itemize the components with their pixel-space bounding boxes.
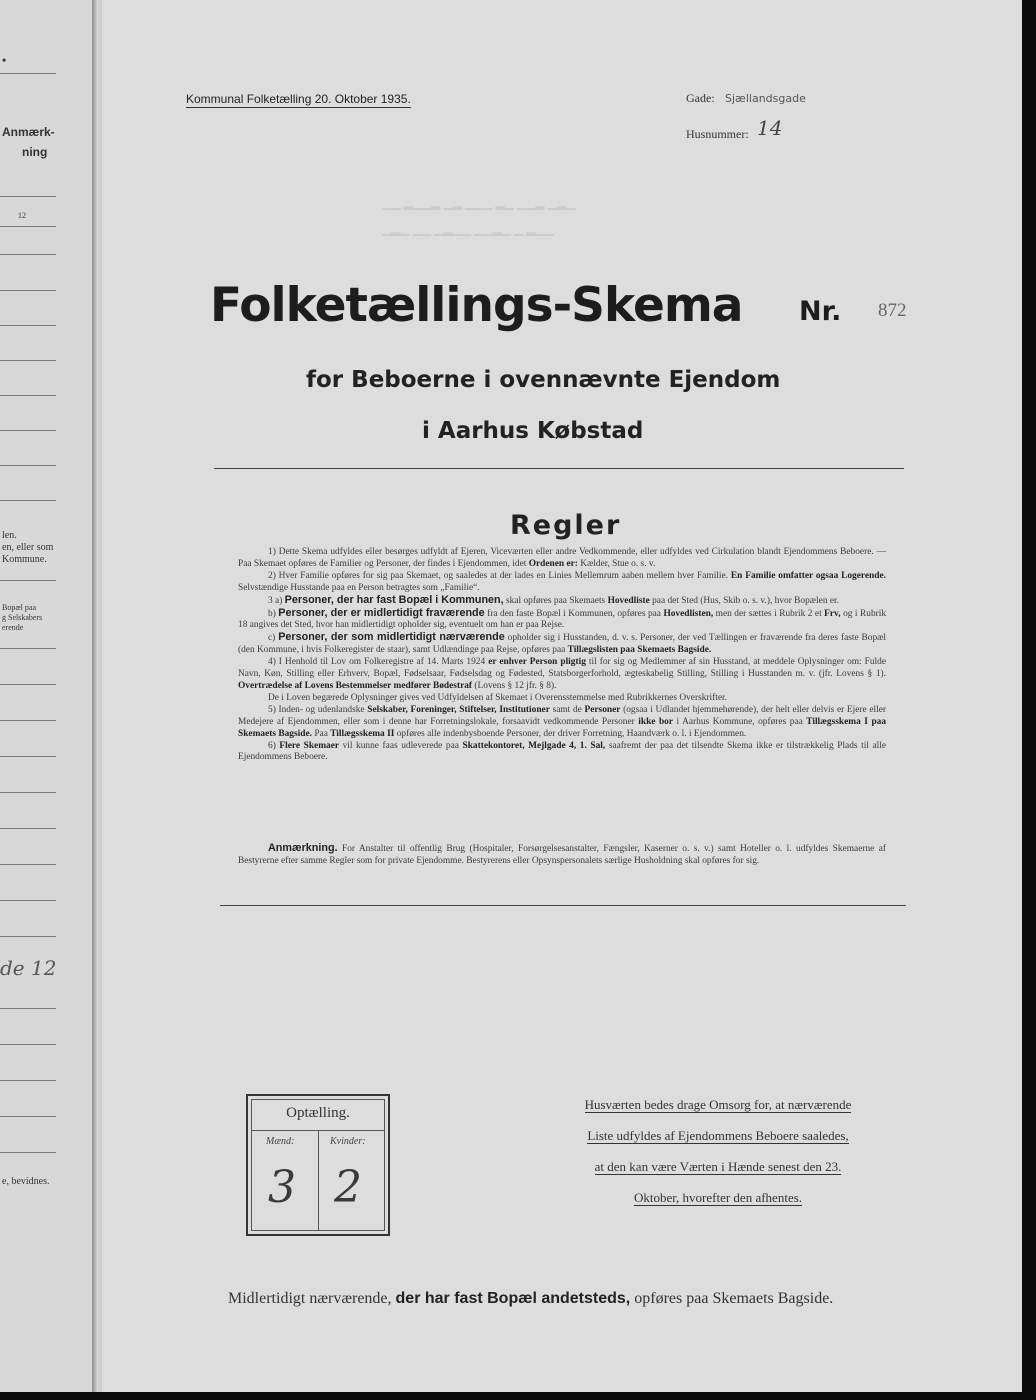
rule-emphasis: Flere Skemaer: [279, 740, 340, 751]
count-box: [246, 1094, 390, 1236]
remark-paragraph: [238, 843, 886, 868]
rule-text: samt de: [552, 704, 582, 715]
divider: [214, 468, 904, 469]
rule-emphasis: Hovedliste: [607, 595, 650, 606]
rule-1: [238, 547, 886, 571]
rule-5: [238, 705, 886, 741]
left-page-rule: [0, 1152, 56, 1153]
rule-4: [238, 657, 886, 693]
rule-text: til for sig og Medlemmer af sin Husstand, at meddele Oplysninger om: Fulde Navn, Køn, Stilling eller Erhverv, Bopæl, Fødselsaar, Fødselsdag og Fødested, Statsborgerforhold, ægteskabelig Stilling, Stilling i Husstanden m. v. (jfr. Lovens § 1).: [238, 657, 887, 680]
rule-emphasis: Personer: [584, 704, 621, 715]
rule-emphasis: Overtrædelse af Lovens Bestemmelser medfører Bødestraf: [238, 680, 473, 691]
bleed-through: ▁▂▁ ▁▁ ▁▂▁▁ ▁▁▂▁ ▁ ▂▁▁: [382, 222, 554, 236]
left-page-rule: [0, 360, 56, 361]
rule-2: [238, 571, 886, 595]
rule-text: og i Rubrik 18 angives det Sted, hvor han midlertidigt opholder sig, eventuelt om han er paa Rejse.: [238, 608, 887, 631]
rule-3c: [238, 632, 886, 657]
remark-section: [238, 843, 886, 868]
rule-3b: [238, 608, 886, 633]
bleed-through: ▁▁ ▂▁▁▂ ▁▂ ▁▁▁ ▂▁ ▁▁▂ ▁▂▁: [382, 196, 576, 210]
form-subtitle-2: i Aarhus Købstad: [422, 418, 644, 444]
rule-emphasis: Tillægslisten paa Skemaets Bagside.: [567, 645, 712, 656]
house-number-label: Husnummer:: [686, 127, 749, 141]
rule-emphasis: En Familie omfatter ogsaa Logerende.: [730, 570, 886, 581]
left-page-bottom-text: e, bevidnes.: [2, 1176, 50, 1187]
left-page-rule: [0, 864, 56, 865]
left-page-rule: [0, 580, 56, 581]
rule-text: skal opføres paa Skemaets: [506, 595, 606, 606]
rules-body: [238, 547, 886, 764]
left-page-rule: [0, 290, 56, 291]
divider: [220, 905, 906, 906]
left-page-rule: [0, 900, 56, 901]
rule-emphasis: Ordenen er:: [528, 558, 578, 569]
footer-text: opføres paa Skemaets Bagside.: [634, 1290, 834, 1307]
left-page-rule: [0, 196, 56, 197]
landlord-notice: [548, 1094, 888, 1218]
rule-text: saafremt der paa det tilsendte Skema ikke er tilstrækkelig Plads til alle Ejendommens Beboere.: [238, 740, 887, 763]
rule-4-continued: [238, 693, 886, 705]
left-page-rule: [0, 395, 56, 396]
census-form-page: [102, 0, 1022, 1392]
left-page-rule: [0, 648, 56, 649]
footer-text: Midlertidigt nærværende,: [228, 1290, 392, 1307]
rule-6: [238, 741, 886, 765]
rule-text: b): [268, 608, 276, 619]
men-count: 3: [268, 1162, 296, 1213]
rule-text: c): [268, 633, 276, 644]
left-page-rule: [0, 756, 56, 757]
left-page-handwriting: de 12: [0, 956, 57, 980]
rule-text: opføres alle indenbysboende Personer, der driver Forretning, Haandværk o. l. i Ejendommen.: [396, 728, 747, 739]
rule-heading: Personer, der er midlertidigt fraværende: [278, 606, 485, 619]
notice-line-text: Liste udfyldes af Ejendommens Beboere saaledes,: [587, 1128, 849, 1143]
left-page-rule: [0, 936, 56, 937]
form-title: Folketællings-Skema: [210, 278, 743, 333]
left-page-rule: [0, 684, 56, 685]
men-label: Mænd:: [266, 1136, 295, 1147]
rule-text: Kælder, Stue o. s. v.: [580, 558, 656, 569]
left-page-rule: [0, 1044, 56, 1045]
rule-text: 1) Dette Skema udfyldes eller besørges udfyldt af Ejeren, Viceværten eller andre Vedkommende, eller udfyldes ved Cirkulation blandt Ejendommens Beboere. — Paa Skemaet opføres de Familier og Personer, der findes i Ejendommen, idet: [238, 547, 886, 569]
rule-emphasis: Tillægsskema I paa Skemaets Bagside.: [238, 716, 887, 739]
left-page-rule: [0, 430, 56, 431]
rule-emphasis: er enhver Person pligtig: [488, 657, 586, 668]
street-value: Sjællandsgade: [725, 92, 806, 105]
rule-text: (Lovens § 12 jfr. § 8).: [474, 680, 557, 691]
rule-text: Selvstændige Husstande paa en Person betragtes som „Familie“.: [238, 582, 480, 593]
footer-emphasis: der har fast Bopæl andetsteds,: [395, 1290, 631, 1307]
left-page-column-title-2: ning: [22, 145, 48, 159]
rule-text: men der sættes i Rubrik 2 et: [715, 608, 822, 619]
rule-text: De i Loven begærede Oplysninger gives ved Udfyldelsen af Skemaet i Overensstemmelse med Rubrikkernes Overskrifter.: [268, 692, 727, 703]
rule-text: paa det Sted (Hus, Skib o. s. v.), hvor Bopælen er.: [652, 595, 839, 606]
women-count: 2: [334, 1162, 362, 1213]
left-page-rule: [0, 500, 56, 501]
rule-heading: Personer, der har fast Bopæl i Kommunen,: [284, 593, 504, 606]
footer-instruction: [228, 1290, 833, 1308]
rule-text: fra den faste Bopæl i Kommunen, opføres paa: [487, 608, 661, 619]
notice-line-text: Oktober, hvorefter den afhentes.: [633, 1190, 803, 1205]
left-page-rule: [0, 1116, 56, 1117]
form-number-label: Nr.: [799, 296, 842, 327]
notice-line-text: at den kan være Værten i Hænde senest den 23.: [594, 1159, 842, 1174]
rule-text: 6): [268, 740, 276, 751]
left-page-rule: [0, 828, 56, 829]
women-label: Kvinder:: [330, 1136, 366, 1147]
remark-text: For Anstalter til offentlig Brug (Hospitaler, Forsørgelsesanstalter, Fængsler, Kaserner o. s. v.) samt Hoteller o. l. udfyldes Skemaerne af Bestyrerne efter samme Regler som for private Ejendomme. Bestyrerens eller Opsynspersonalets særlige Husholdning skal opføres for sig.: [238, 844, 886, 866]
rule-text: Paa: [314, 728, 328, 739]
rule-emphasis: ikke bor: [638, 716, 674, 727]
count-box-inner: [251, 1099, 385, 1231]
rule-text: vil kunne faas udleverede paa: [342, 740, 459, 751]
rule-text: 3 a): [268, 595, 283, 606]
left-page-rule: [0, 465, 56, 466]
left-page-side-note-2: Bopæl paa g Selskabers erende: [2, 603, 43, 632]
left-page-column-title-1: Anmærk-: [2, 125, 55, 139]
left-page-rule: [0, 1080, 56, 1081]
street-label: Gade:: [686, 91, 715, 105]
rule-emphasis: Skattekontoret, Mejlgade 4, 1. Sal,: [462, 740, 606, 751]
form-number-value: 872: [878, 300, 907, 321]
notice-line: [548, 1094, 888, 1125]
count-box-divider: [318, 1130, 319, 1230]
form-subtitle-1: for Beboerne i ovennævnte Ejendom: [306, 367, 781, 393]
rule-heading: Personer, der som midlertidigt nærværende: [278, 631, 505, 644]
notice-line: [548, 1187, 888, 1218]
notice-line-text: Husværten bedes drage Omsorg for, at nærværende: [584, 1097, 852, 1112]
rule-text: 5) Inden- og udenlandske: [268, 704, 365, 715]
left-page-rule: [0, 1008, 56, 1009]
rules-heading: Regler: [510, 510, 622, 541]
left-page-rule: [0, 720, 56, 721]
book-spine: [92, 0, 102, 1392]
left-page-side-note-1: len. en, eller som Kommune.: [2, 530, 54, 565]
rule-text: opholder sig i Husstanden, d. v. s. Personer, der ved Tællingen er fraværende fra deres faste Bopæl (den Kommune, i hvis Folkeregister de staar), samt Udlændinge paa Rejse, opføres paa: [238, 633, 887, 656]
previous-page-edge: [0, 0, 92, 1392]
census-header: Kommunal Folketælling 20. Oktober 1935.: [186, 92, 411, 106]
rule-emphasis: Frv,: [824, 608, 841, 619]
left-page-column-number: 12: [18, 211, 26, 220]
notice-line: [548, 1125, 888, 1156]
rule-emphasis: Selskaber, Foreninger, Stiftelser, Institutioner: [367, 704, 550, 715]
notice-line: [548, 1156, 888, 1187]
left-page-rule: [0, 325, 56, 326]
rule-text: 4) I Henhold til Lov om Folkeregistre af 14. Marts 1924: [268, 657, 486, 668]
count-box-title: Optælling.: [286, 1105, 350, 1121]
left-page-dot: •: [2, 53, 7, 67]
left-page-rule: [0, 254, 56, 255]
rule-text: i Aarhus Kommune, opføres paa: [676, 716, 803, 727]
rule-text: 2) Hver Familie opføres for sig paa Skemaet, og saaledes at der lades en Linies Mellemrum aaben mellem hver Familie.: [268, 570, 729, 581]
rule-emphasis: Hovedlisten,: [663, 608, 714, 619]
remark-label: Anmærkning.: [268, 842, 338, 854]
left-page-rule: [0, 226, 56, 227]
house-number-value: 14: [757, 116, 783, 140]
left-page-rule: [0, 792, 56, 793]
left-page-rule: [0, 73, 56, 74]
rule-emphasis: Tillægsskema II: [330, 728, 395, 739]
rule-text: (ogsaa i Udlandet hjemmehørende), der helt eller delvis er Ejere eller Medejere af Ejendommen, eller som i denne har Forretningslokale, forsaavidt vedkommende Personer: [238, 704, 887, 727]
